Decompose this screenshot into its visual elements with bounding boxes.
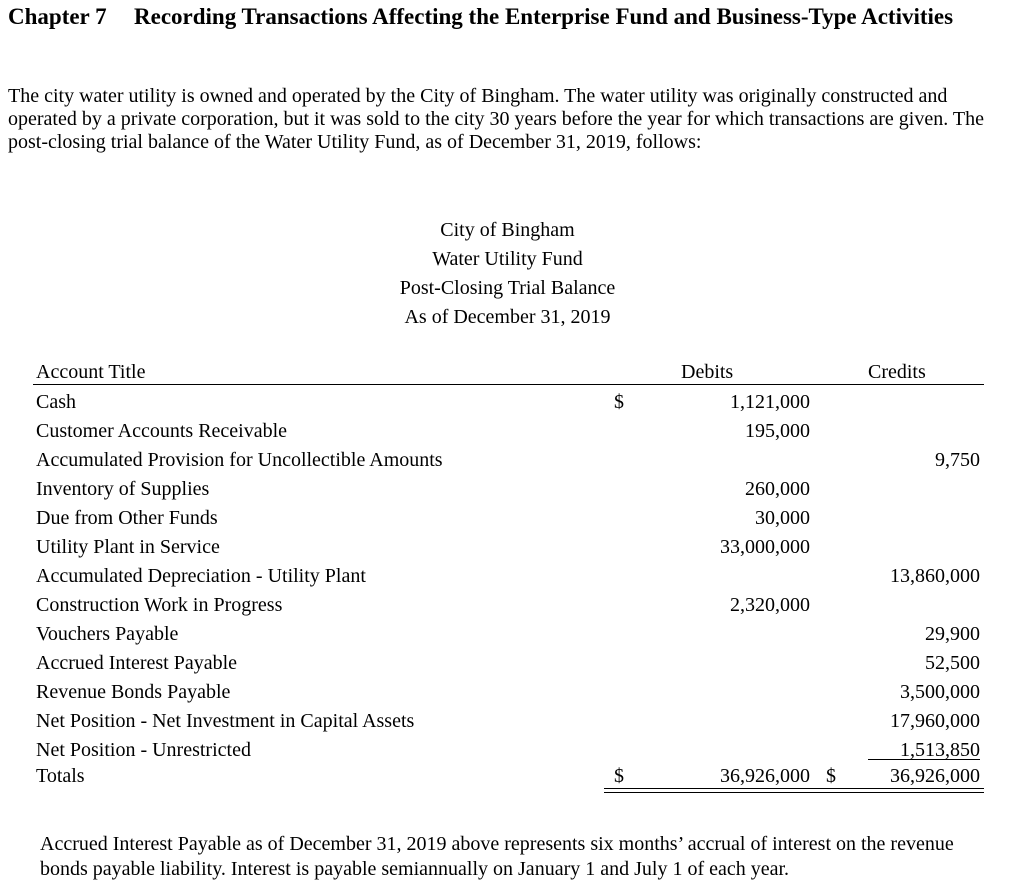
- credit-amount: 17,960,000: [890, 710, 980, 732]
- chapter-number: Chapter 7: [8, 4, 107, 29]
- credit-amount: 13,860,000: [890, 565, 980, 587]
- currency-symbol: $: [614, 391, 624, 413]
- account-title: Net Position - Net Investment in Capital Assets: [36, 710, 415, 732]
- credit-amount: 9,750: [935, 449, 980, 471]
- account-title: Due from Other Funds: [36, 507, 218, 529]
- statement-report-name: Post-Closing Trial Balance: [399, 277, 616, 299]
- account-title: Accrued Interest Payable: [36, 652, 238, 674]
- credit-amount: 29,900: [925, 623, 980, 645]
- totals-label: Totals: [36, 765, 85, 787]
- footer-note: Accrued Interest Payable as of December 31, 2019 above represents six months’ accrual of interest on the revenue bonds payable liability. Interest is payable semiannually on January 1 and July 1 of each year.: [40, 833, 954, 880]
- account-title: Accumulated Depreciation - Utility Plant: [36, 565, 366, 587]
- debit-amount: 195,000: [745, 420, 810, 442]
- statement-heading: [300, 216, 715, 332]
- chapter-title: Recording Transactions Affecting the Enterprise Fund and Business-Type Activities: [134, 4, 954, 29]
- debit-amount: 260,000: [745, 478, 810, 500]
- credit-amount: 1,513,850: [900, 739, 980, 761]
- statement-date: As of December 31, 2019: [404, 306, 611, 328]
- account-title: Utility Plant in Service: [36, 536, 220, 558]
- account-title: Inventory of Supplies: [36, 478, 210, 500]
- intro-paragraph: The city water utility is owned and operated by the City of Bingham. The water utility was originally constructed and operated by a private corporation, but it was sold to the city 30 years before the year for which transactions are given. The post-closing trial balance of the Water Utility Fund, as of December 31, 2019, follows:: [8, 85, 984, 153]
- account-title: Vouchers Payable: [36, 623, 179, 645]
- totals-debit-amount: 36,926,000: [720, 765, 810, 787]
- header-debits: Debits: [681, 361, 734, 383]
- credit-amount: 3,500,000: [900, 681, 980, 703]
- statement-entity: City of Bingham: [440, 219, 575, 241]
- account-title: Customer Accounts Receivable: [36, 420, 288, 442]
- totals-debit-currency: $: [614, 765, 624, 787]
- debit-amount: 33,000,000: [720, 536, 810, 558]
- debit-amount: 30,000: [755, 507, 810, 529]
- credit-amount: 52,500: [925, 652, 980, 674]
- account-title: Cash: [36, 391, 76, 413]
- account-title: Accumulated Provision for Uncollectible Amounts: [36, 449, 443, 471]
- account-title: Net Position - Unrestricted: [36, 739, 251, 761]
- totals-credit-amount: 36,926,000: [890, 765, 980, 787]
- statement-fund: Water Utility Fund: [432, 248, 583, 270]
- subtotal-rule-credits: [868, 759, 980, 760]
- totals-double-rule-1: [604, 788, 984, 789]
- totals-credit-currency: $: [826, 765, 836, 787]
- debit-amount: 2,320,000: [730, 594, 810, 616]
- totals-double-rule-2: [604, 792, 984, 793]
- header-rule: [33, 384, 984, 385]
- debit-amount: 1,121,000: [730, 391, 810, 413]
- header-credits: Credits: [868, 361, 926, 383]
- account-title: Revenue Bonds Payable: [36, 681, 231, 703]
- account-title: Construction Work in Progress: [36, 594, 283, 616]
- header-account-title: Account Title: [36, 361, 146, 383]
